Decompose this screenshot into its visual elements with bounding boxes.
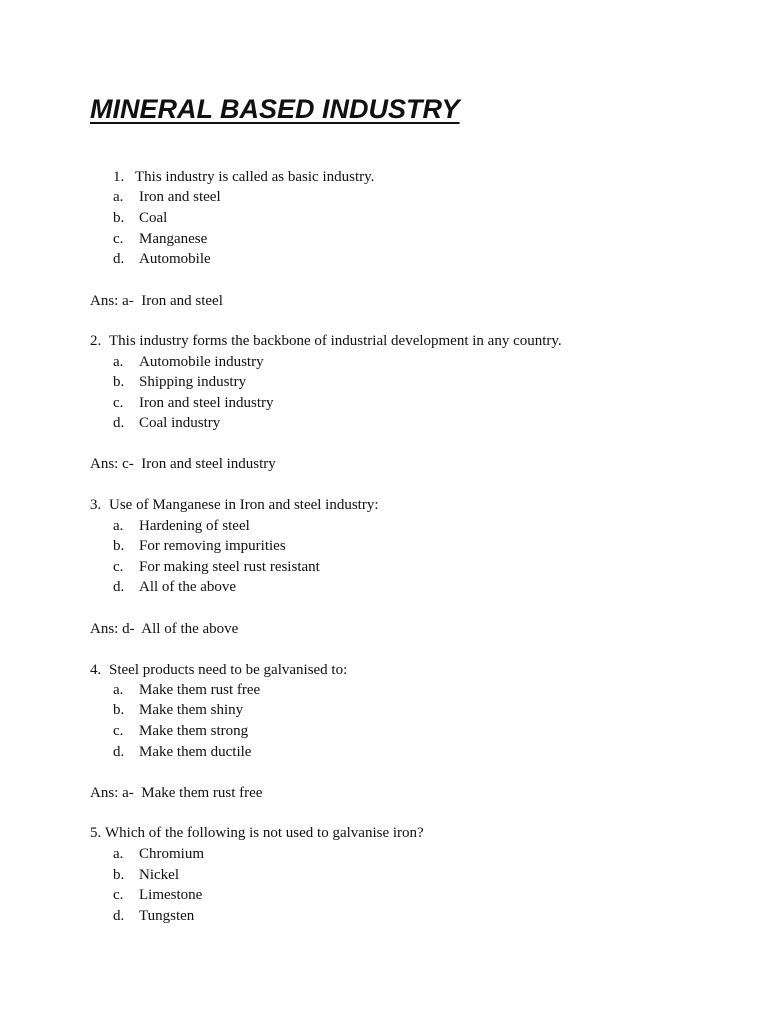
question-number: 3.	[90, 497, 102, 513]
option-text: For making steel rust resistant	[139, 559, 320, 575]
option-letter: b.	[113, 374, 125, 390]
question-5	[90, 823, 424, 843]
answer-1	[90, 291, 223, 311]
option-letter: b.	[113, 538, 125, 554]
option-text: Manganese	[139, 231, 208, 247]
option-text: Limestone	[139, 887, 203, 903]
option-text: Coal industry	[139, 415, 221, 431]
option-text: Iron and steel	[139, 189, 221, 205]
question-1	[113, 167, 374, 187]
question-number: 1.	[113, 169, 125, 185]
question-number: 5.	[90, 825, 102, 841]
option-letter: d.	[113, 744, 125, 760]
option-text: Iron and steel industry	[139, 395, 274, 411]
option-text: Automobile industry	[139, 354, 264, 370]
answer-text: Make them rust free	[141, 785, 263, 801]
option-letter: a.	[113, 518, 124, 534]
option-letter: d.	[113, 908, 125, 924]
option-text: Automobile	[139, 251, 211, 267]
answer-text: All of the above	[141, 621, 239, 637]
question-4	[90, 660, 347, 680]
option-letter: c.	[113, 887, 124, 903]
option-letter: a.	[113, 354, 124, 370]
option-letter: a.	[113, 846, 124, 862]
option-letter: c.	[113, 395, 124, 411]
answer-prefix: Ans: a-	[90, 293, 134, 309]
option-letter: c.	[113, 231, 124, 247]
page-title: MINERAL BASED INDUSTRY	[90, 94, 460, 124]
question-text: This industry is called as basic industry.	[135, 169, 375, 185]
answer-4	[90, 783, 262, 803]
option-letter: b.	[113, 210, 125, 226]
option-text: Make them rust free	[139, 682, 261, 698]
answer-text: Iron and steel industry	[141, 456, 276, 472]
question-text: Which of the following is not used to galvanise iron?	[105, 825, 424, 841]
answer-text: Iron and steel	[141, 293, 223, 309]
option-text: Chromium	[139, 846, 205, 862]
option-text: Tungsten	[139, 908, 195, 924]
answer-3	[90, 619, 238, 639]
option-letter: d.	[113, 251, 125, 267]
question-number: 2.	[90, 333, 102, 349]
option-text: Hardening of steel	[139, 518, 250, 534]
question-text: Steel products need to be galvanised to:	[109, 662, 348, 678]
option-letter: a.	[113, 682, 124, 698]
option-text: Make them strong	[139, 723, 249, 739]
option-letter: b.	[113, 702, 125, 718]
answer-prefix: Ans: d-	[90, 621, 135, 637]
answer-prefix: Ans: c-	[90, 456, 134, 472]
option-text: Make them ductile	[139, 744, 252, 760]
answer-2	[90, 454, 276, 474]
option-letter: d.	[113, 579, 125, 595]
option-text: Shipping industry	[139, 374, 247, 390]
question-2	[90, 331, 562, 351]
option-text: Nickel	[139, 867, 179, 883]
option-letter: b.	[113, 867, 125, 883]
question-3	[90, 495, 379, 515]
question-number: 4.	[90, 662, 102, 678]
answer-prefix: Ans: a-	[90, 785, 134, 801]
option-letter: a.	[113, 189, 124, 205]
option-letter: c.	[113, 559, 124, 575]
question-text: Use of Manganese in Iron and steel industry:	[109, 497, 379, 513]
option-letter: d.	[113, 415, 125, 431]
option-text: For removing impurities	[139, 538, 286, 554]
option-text: Coal	[139, 210, 168, 226]
option-text: Make them shiny	[139, 702, 244, 718]
question-text: This industry forms the backbone of industrial development in any country.	[109, 333, 562, 349]
option-letter: c.	[113, 723, 124, 739]
option-text: All of the above	[139, 579, 237, 595]
